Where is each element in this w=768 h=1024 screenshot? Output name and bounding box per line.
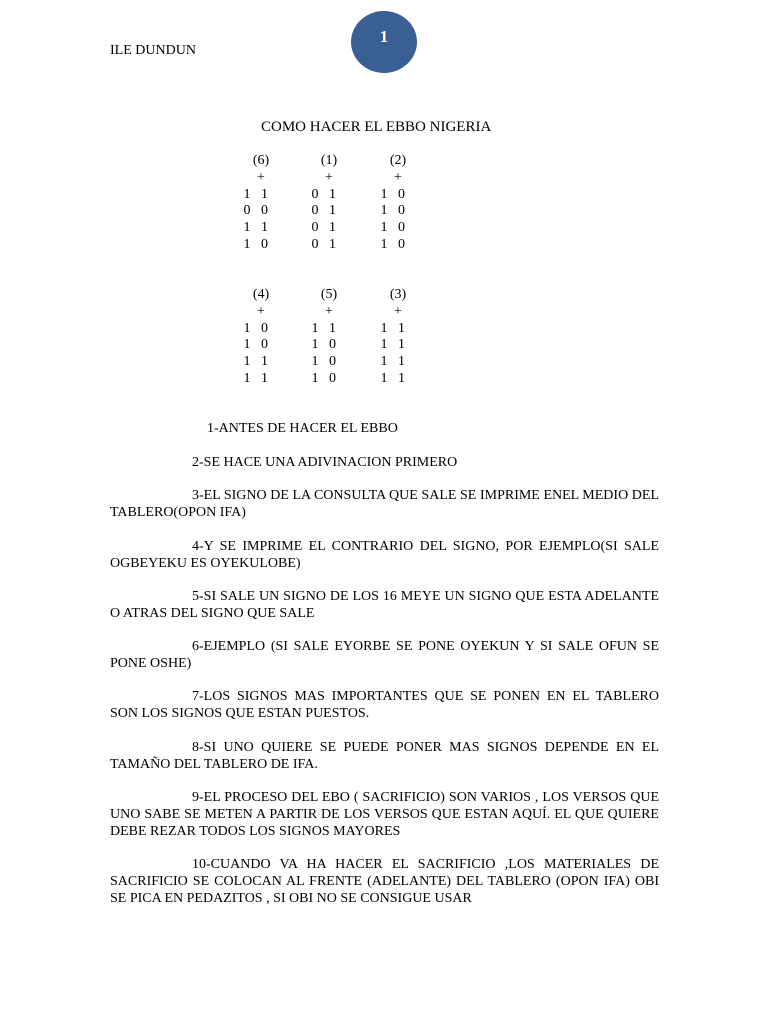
sign-row — [377, 321, 419, 338]
sign-digit: 0 — [398, 203, 405, 219]
sign-row — [377, 220, 419, 237]
sign-number: (4) — [252, 287, 270, 302]
sign-block — [308, 287, 350, 388]
sign-digit: 0 — [311, 203, 319, 219]
sign-plus: + — [394, 303, 402, 319]
sign-block — [240, 153, 282, 254]
sign-row — [240, 371, 282, 388]
sign-digit: 1 — [261, 186, 268, 202]
sign-plus: + — [257, 169, 265, 185]
sign-digit: 1 — [380, 354, 388, 370]
sign-number: (6) — [252, 153, 270, 168]
sign-digit: 0 — [243, 203, 251, 219]
paragraph: 9-EL PROCESO DEL EBO ( SACRIFICIO) SON VARIOS , LOS VERSOS QUE UNO SABE SE METEN A PARTIR DE LOS VERSOS QUE ESTAN AQUÍ. EL QUE QUIERE DEBE REZAR TODOS LOS SIGNOS MAYORES — [110, 790, 659, 839]
sign-digit: 1 — [380, 337, 388, 353]
sign-row — [377, 354, 419, 371]
sign-digit: 1 — [398, 354, 405, 370]
sign-digit: 1 — [243, 370, 251, 386]
sign-digit: 1 — [243, 236, 251, 252]
sign-number: (2) — [389, 153, 407, 168]
sign-digit: 0 — [329, 370, 336, 386]
sign-digit: 1 — [380, 186, 388, 202]
sign-digit: 0 — [311, 186, 319, 202]
sign-row — [377, 237, 419, 254]
sign-digit: 1 — [329, 186, 336, 202]
sign-digit: 1 — [311, 337, 319, 353]
sign-digit: 0 — [261, 320, 268, 336]
sign-digit: 0 — [398, 236, 405, 252]
sign-row — [308, 203, 350, 220]
sign-digit: 1 — [329, 320, 336, 336]
sign-row — [377, 337, 419, 354]
document-title: COMO HACER EL EBBO NIGERIA — [261, 119, 492, 135]
sign-row — [240, 220, 282, 237]
sign-digit: 1 — [380, 203, 388, 219]
sign-digit: 1 — [243, 220, 251, 236]
sign-digit: 0 — [311, 236, 319, 252]
sign-digit: 0 — [329, 337, 336, 353]
sign-digit: 0 — [329, 354, 336, 370]
sign-digit: 1 — [380, 320, 388, 336]
sign-digit: 1 — [398, 370, 405, 386]
sign-block — [308, 153, 350, 254]
sign-row — [308, 354, 350, 371]
sign-digit: 1 — [380, 236, 388, 252]
sign-number: (1) — [320, 153, 338, 168]
sign-digit: 1 — [243, 337, 251, 353]
sign-plus: + — [257, 303, 265, 319]
sign-block — [377, 153, 419, 254]
paragraph: 6-EJEMPLO (SI SALE EYORBE SE PONE OYEKUN Y SI SALE OFUN SE PONE OSHE) — [110, 639, 659, 671]
sign-row — [308, 321, 350, 338]
paragraph: 4-Y SE IMPRIME EL CONTRARIO DEL SIGNO, POR EJEMPLO(SI SALE OGBEYEKU ES OYEKULOBE) — [110, 539, 659, 571]
sign-digit: 1 — [380, 370, 388, 386]
sign-digit: 1 — [311, 320, 319, 336]
paragraph: 8-SI UNO QUIERE SE PUEDE PONER MAS SIGNOS DEPENDE EN EL TAMAÑO DEL TABLERO DE IFA. — [110, 740, 659, 772]
sign-row — [240, 237, 282, 254]
sign-row — [377, 203, 419, 220]
sign-digit: 0 — [311, 220, 319, 236]
paragraph: 7-LOS SIGNOS MAS IMPORTANTES QUE SE PONEN EN EL TABLERO SON LOS SIGNOS QUE ESTAN PUESTOS. — [110, 689, 659, 721]
sign-block — [377, 287, 419, 388]
sign-row — [308, 371, 350, 388]
sign-row — [240, 321, 282, 338]
sign-row — [240, 203, 282, 220]
sign-block — [240, 287, 282, 388]
document-header: ILE DUNDUN — [110, 43, 196, 58]
paragraph: 10-CUANDO VA HA HACER EL SACRIFICIO ,LOS MATERIALES DE SACRIFICIO SE COLOCAN AL FRENTE (ADELANTE) DEL TABLERO (OPON IFA) OBI SE PICA EN PEDAZITOS , SI OBI NO SE CONSIGUE USAR — [110, 857, 659, 906]
sign-plus: + — [394, 169, 402, 185]
sign-row — [308, 337, 350, 354]
sign-row — [240, 187, 282, 204]
sign-row — [377, 371, 419, 388]
sign-digit: 1 — [261, 370, 268, 386]
page-number-badge: 1 — [351, 11, 417, 73]
sign-digit: 1 — [261, 220, 268, 236]
sign-digit: 1 — [243, 186, 251, 202]
sign-digit: 1 — [261, 354, 268, 370]
sign-digit: 0 — [398, 186, 405, 202]
paragraph: 3-EL SIGNO DE LA CONSULTA QUE SALE SE IMPRIME ENEL MEDIO DEL TABLERO(OPON IFA) — [110, 488, 659, 520]
sign-digit: 1 — [329, 203, 336, 219]
sign-row — [308, 220, 350, 237]
sign-number: (3) — [389, 287, 407, 302]
sign-digit: 1 — [380, 220, 388, 236]
sign-plus: + — [325, 169, 333, 185]
sign-digit: 1 — [398, 337, 405, 353]
paragraph: 1-ANTES DE HACER EL EBBO — [207, 421, 398, 436]
sign-digit: 1 — [398, 320, 405, 336]
sign-digit: 0 — [261, 236, 268, 252]
sign-digit: 1 — [329, 220, 336, 236]
sign-digit: 1 — [243, 354, 251, 370]
paragraph: 2-SE HACE UNA ADIVINACION PRIMERO — [192, 455, 458, 470]
sign-digit: 1 — [311, 354, 319, 370]
sign-plus: + — [325, 303, 333, 319]
sign-row — [377, 187, 419, 204]
sign-row — [308, 237, 350, 254]
sign-number: (5) — [320, 287, 338, 302]
paragraph: 5-SI SALE UN SIGNO DE LOS 16 MEYE UN SIGNO QUE ESTA ADELANTE O ATRAS DEL SIGNO QUE SALE — [110, 589, 659, 621]
sign-row — [240, 337, 282, 354]
sign-digit: 0 — [261, 203, 268, 219]
sign-digit: 0 — [398, 220, 405, 236]
sign-digit: 1 — [311, 370, 319, 386]
sign-row — [308, 187, 350, 204]
sign-digit: 0 — [261, 337, 268, 353]
sign-row — [240, 354, 282, 371]
sign-digit: 1 — [243, 320, 251, 336]
sign-digit: 1 — [329, 236, 336, 252]
